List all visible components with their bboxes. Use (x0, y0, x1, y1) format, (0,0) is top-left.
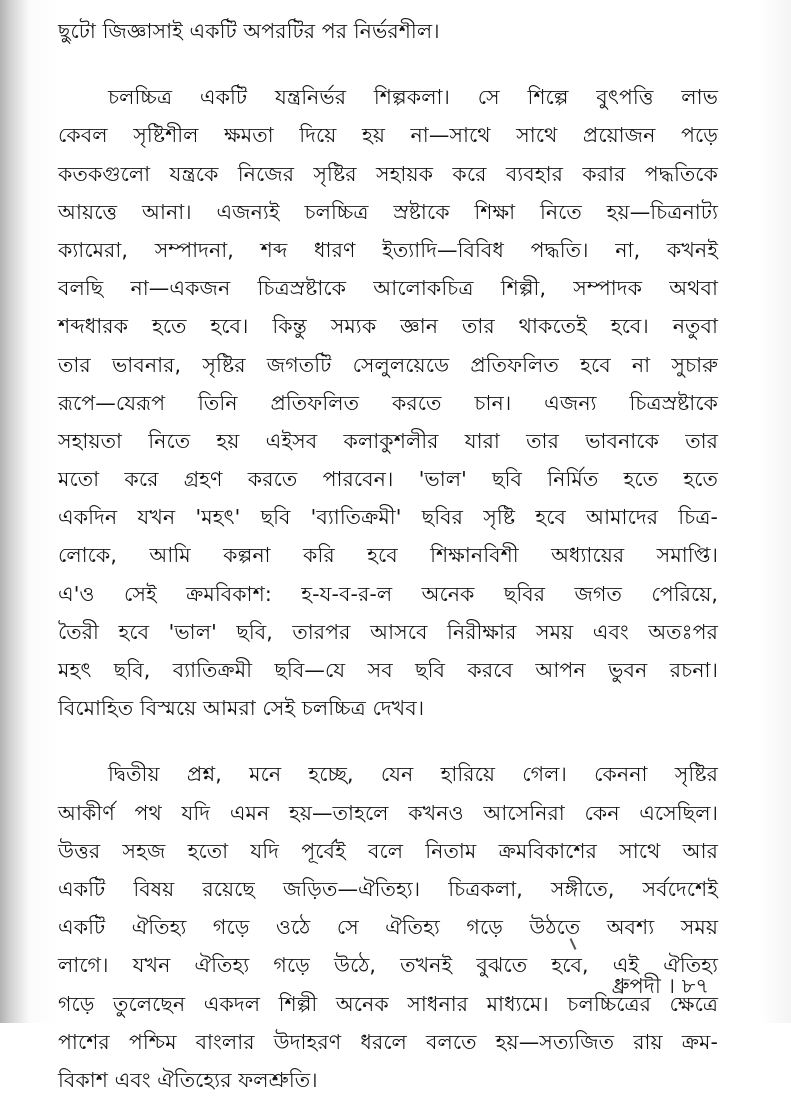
text-line: দ্বিতীয় প্রশ্ন, মনে হচ্ছে, যেন হারিয়ে গেল। কেননা সৃষ্টির (108, 762, 718, 787)
text-line: ক্যামেরা, সম্পাদনা, শব্দ ধারণ ইত্যাদি—বিবিধ পদ্ধতি। না, কখনই (58, 237, 718, 262)
text-line: ছুটো জিজ্ঞাসাই একটি অপরটির পর নির্ভরশীল। (58, 19, 440, 43)
text-line: একদিন যখন 'মহৎ' ছবি 'ব্যাতিক্রমী' ছবির সৃষ্টি হবে আমাদের চিত্র- (58, 505, 718, 530)
spine-shadow (0, 0, 30, 1023)
text-line: কেবল সৃষ্টিশীল ক্ষমতা দিয়ে হয় না—সাথে সাথে প্রয়োজন পড়ে (58, 123, 718, 148)
text-line: একটি ঐতিহ্য গড়ে ওঠে সে ঐতিহ্য গড়ে উঠতে অবশ্য সময় (58, 915, 718, 940)
paragraph-gap (58, 50, 718, 78)
text-line: লাগে। যখন ঐতিহ্য গড়ে উঠে, তখনই বুঝতে হবে, এই ঐতিহ্য (58, 953, 718, 978)
text-line: মতো করে গ্রহণ করতে পারবেন। 'ভাল' ছবি নির্মিত হতে হতে (58, 467, 718, 492)
text-line: গড়ে তুলেছেন একদল শিল্পী অনেক সাধনার মাধ্যমে। চলচ্চিত্রের ক্ষেত্রে (58, 991, 718, 1016)
text-line: লোকে, আমি কল্পনা করি হবে শিক্ষানবিশী অধ্যায়ের সমাপ্তি। (58, 543, 718, 568)
text-line: উত্তর সহজ হতো যদি পূর্বেই বলে নিতাম ক্রমবিকাশের সাথে আর (58, 838, 718, 863)
text-line: আকীর্ণ পথ যদি এমন হয়—তাহলে কখনও আসেনিরা কেন এসেছিল। (58, 800, 718, 825)
text-line: তার ভাবনার, সৃষ্টির জগতটি সেলুলয়েডে প্রতিফলিত হবে না সুচারু (58, 352, 718, 377)
text-line: বিকাশ এবং ঐতিহ্যের ফলশ্রুতি। (58, 1067, 318, 1092)
text-line: কতকগুলো যন্ত্রকে নিজের সৃষ্টির সহায়ক করে ব্যবহার করার পদ্ধতিকে (58, 161, 718, 186)
page-footer (612, 970, 709, 1005)
text-line: চলচ্চিত্র একটি যন্ত্রনির্ভর শিল্পকলা। সে শিল্পে বুৎপত্তি লাভ (108, 85, 718, 110)
text-line: পাশের পশ্চিম বাংলার উদাহরণ ধরলে বলতে হয়—সত্যজিত রায় ক্রম- (58, 1029, 718, 1054)
text-line: বলছি না—একজন চিত্রস্রষ্টাকে আলোকচিত্র শিল্পী, সম্পাদক অথবা (58, 276, 718, 301)
text-line: রূপে—যেরূপ তিনি প্রতিফলিত করতে চান। এজন্য চিত্রস্রষ্টাকে (58, 390, 718, 415)
text-line: একটি বিষয় রয়েছে জড়িত—ঐতিহ্য। চিত্রকলা, সঙ্গীতে, সর্বদেশেই (58, 876, 718, 901)
text-line: তৈরী হবে 'ভাল' ছবি, তারপর আসবে নিরীক্ষার সময় এবং অতঃপর (58, 619, 718, 644)
text-line: সহায়তা নিতে হয় এইসব কলাকুশলীর যারা তার ভাবনাকে তার (58, 428, 718, 453)
page-number-label: ধ্রুপদী । ৮৭ (611, 974, 709, 998)
text-line: আয়ত্তে আনা। এজন্যই চলচ্চিত্র স্রষ্টাকে শিক্ষা নিতে হয়—চিত্রনাট্য (58, 199, 718, 224)
text-line: মহৎ ছবি, ব্যাতিক্রমী ছবি—যে সব ছবি করবে আপন ভুবন রচনা। (58, 658, 718, 682)
text-line: এ'ও সেই ক্রমবিকাশ: হ-য-ব-র-ল অনেক ছবির জগত পেরিয়ে, (58, 581, 718, 606)
text-line: বিমোহিত বিস্ময়ে আমরা সেই চলচ্চিত্র দেখব। (58, 696, 425, 721)
text-line: শব্দধারক হতে হবে। কিন্তু সম্যক জ্ঞান তার থাকতেই হবে। নতুবা (58, 314, 718, 339)
paragraph-gap (58, 727, 718, 755)
body-text (58, 12, 718, 1099)
